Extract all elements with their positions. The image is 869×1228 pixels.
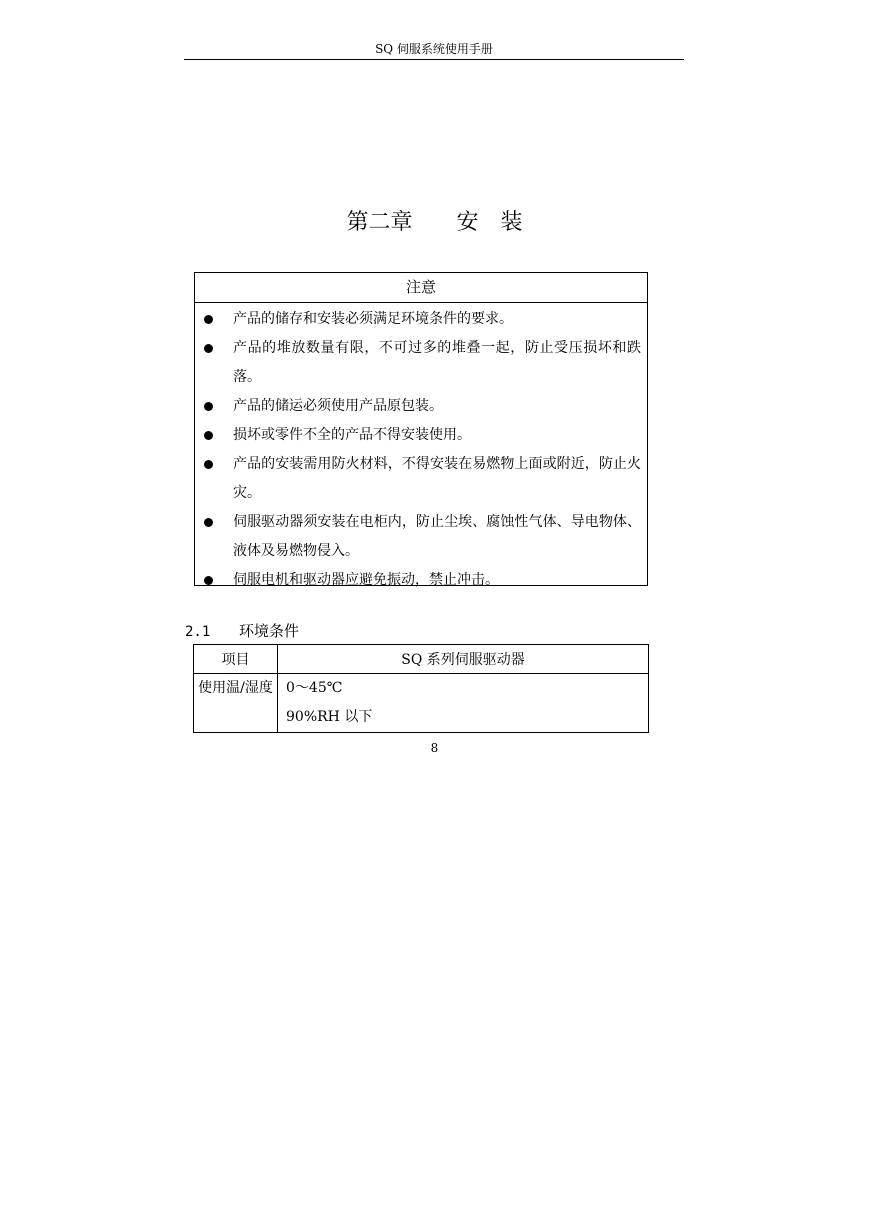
running-header: SQ 伺服系统使用手册 [375,42,493,56]
notice-item [195,508,647,566]
notice-item-text: 产品的堆放数量有限，不可过多的堆叠一起，防止受压损坏和跌落。 [233,340,641,385]
notice-item-text: 损坏或零件不全的产品不得安装使用。 [233,427,471,443]
header-divider [184,59,684,60]
bullet-icon [204,344,213,353]
section-number: 2.1 [185,624,211,640]
bullet-icon [204,460,213,469]
table-cell-values [278,674,649,733]
humidity-limit: 90%RH 以下 [286,709,373,725]
notice-item [195,421,647,450]
bullet-icon [204,518,213,527]
table-row [194,674,649,733]
notice-item [195,334,647,392]
section-title: 环境条件 [239,622,300,640]
notice-item [195,566,647,595]
bullet-icon [204,402,213,411]
notice-item-text: 伺服驱动器须安装在电柜内，防止尘埃、腐蚀性气体、导电物体、液体及易燃物侵入。 [233,514,641,559]
notice-item [195,392,647,421]
notice-list [195,303,647,595]
bullet-icon [204,315,213,324]
table-header-item: 项目 [194,645,278,674]
bullet-icon [204,576,213,585]
environment-table [193,644,649,733]
notice-item-text: 产品的安装需用防火材料，不得安装在易燃物上面或附近，防止火灾。 [233,456,641,501]
notice-item-text: 伺服电机和驱动器应避免振动，禁止冲击。 [233,572,499,588]
page-number: 8 [430,741,439,755]
notice-item [195,450,647,508]
chapter-title: 第二章 安 装 [346,210,523,235]
notice-item-text: 产品的储存和安装必须满足环境条件的要求。 [233,311,513,327]
notice-heading: 注意 [195,273,647,303]
table-cell-item: 使用温/湿度 [194,674,278,733]
section-heading [185,620,299,641]
bullet-icon [204,431,213,440]
table-header-product: SQ 系列伺服驱动器 [278,645,649,674]
notice-item [195,305,647,334]
table-header-row [194,645,649,674]
notice-item-text: 产品的储运必须使用产品原包装。 [233,398,443,414]
notice-box [194,272,648,586]
temperature-range: 0～45℃ [286,680,343,696]
